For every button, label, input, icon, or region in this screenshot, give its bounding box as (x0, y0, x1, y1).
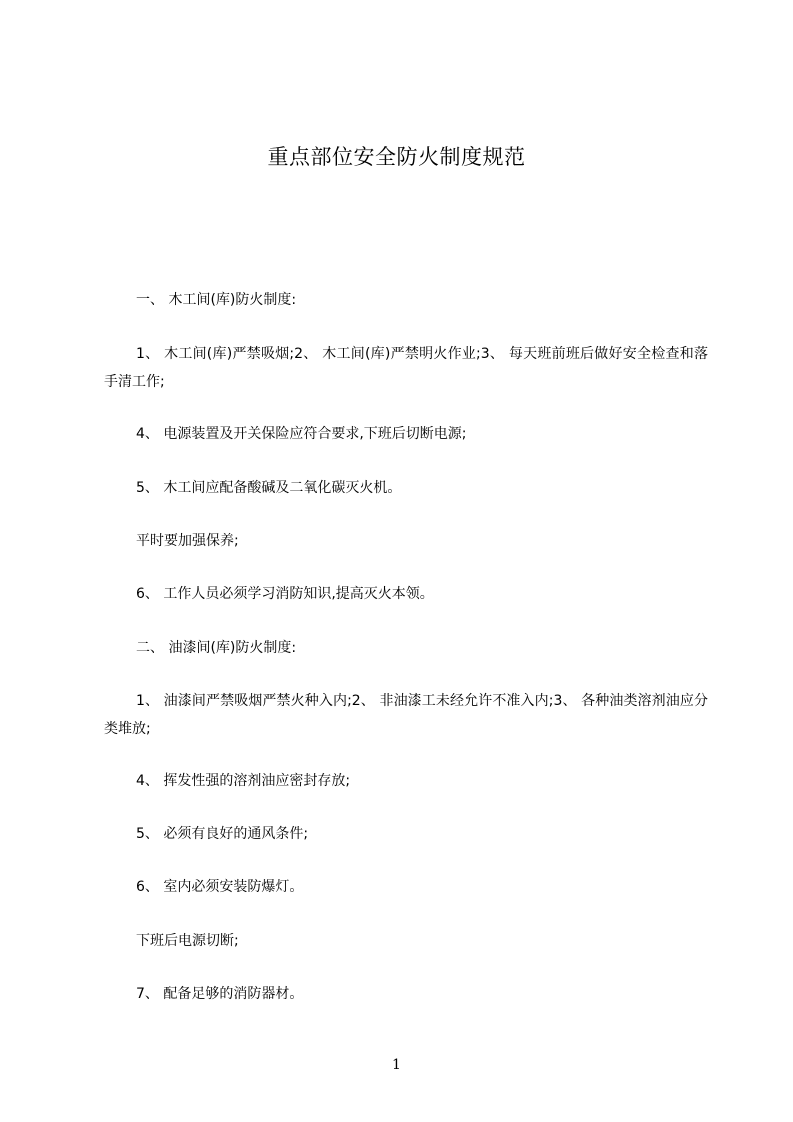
paragraph-section-2-note: 下班后电源切断; (136, 933, 239, 949)
paragraph-section-2-item-5: 5、 必须有良好的通风条件; (136, 826, 309, 842)
paragraph-section-1-heading: 一、 木工间(库)防火制度: (136, 292, 297, 308)
paragraph-section-2-item-7: 7、 配备足够的消防器材。 (136, 986, 304, 1002)
paragraph-section-1-note: 平时要加强保养; (136, 533, 239, 549)
document-title: 重点部位安全防火制度规范 (267, 145, 526, 169)
paragraph-section-2-heading: 二、 油漆间(库)防火制度: (136, 640, 297, 656)
paragraph-section-2-item-4: 4、 挥发性强的溶剂油应密封存放; (136, 773, 351, 789)
paragraph-section-1-item-6: 6、 工作人员必须学习消防知识,提高灭火本领。 (136, 586, 434, 602)
paragraph-section-1-items-1-3: 1、 木工间(库)严禁吸烟;2、 木工间(库)严禁明火作业;3、 每天班前班后做好安全检查和落手清工作; (104, 346, 708, 390)
page-number: 1 (392, 1057, 401, 1073)
paragraph-section-1-item-5: 5、 木工间应配备酸碱及二氧化碳灭火机。 (136, 480, 402, 496)
paragraph-section-1-item-4: 4、 电源装置及开关保险应符合要求,下班后切断电源; (136, 426, 467, 442)
paragraph-section-2-item-6: 6、 室内必须安装防爆灯。 (136, 879, 304, 895)
paragraph-section-2-items-1-3: 1、 油漆间严禁吸烟严禁火种入内;2、 非油漆工未经允许不准入内;3、 各种油类溶剂油应分类堆放; (104, 693, 708, 737)
